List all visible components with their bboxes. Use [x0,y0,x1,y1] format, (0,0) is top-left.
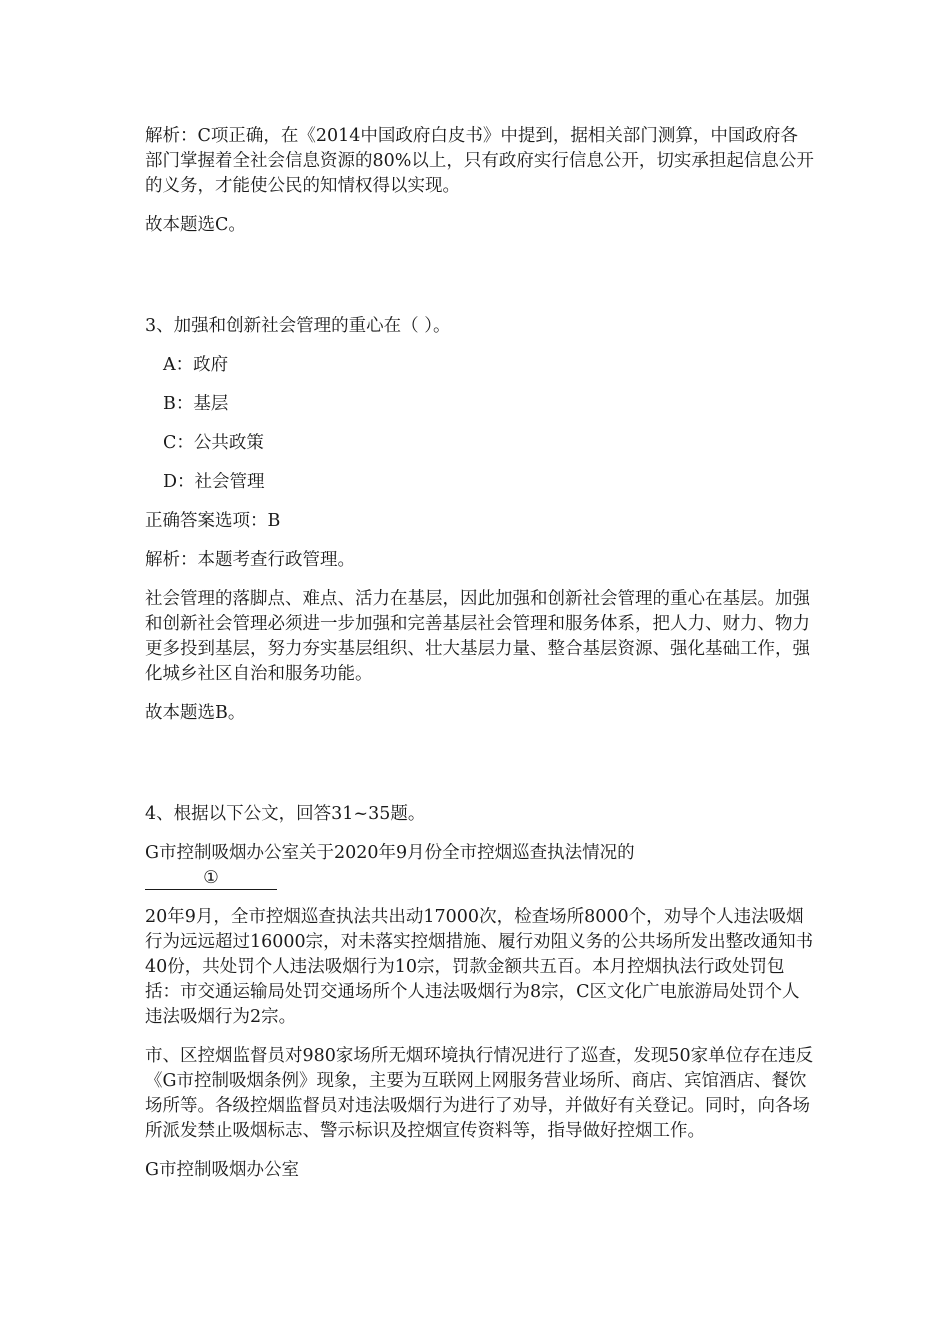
q4-para2: 市、区控烟监督员对980家场所无烟环境执行情况进行了巡查，发现50家单位存在违反《G市控制吸烟条例》现象，主要为互联网上网服务营业场所、商店、宾馆酒店、餐饮场所等。各级控烟监督员对违法吸烟行为进行了劝导，并做好有关登记。同时，向各场所派发禁止吸烟标志、警示标识及控烟宣传资料等，指导做好控烟工作。 [145,1046,814,1141]
q3-question: 3、加强和创新社会管理的重心在（ ）。 [145,316,451,336]
q3-analysis-intro: 解析：本题考查行政管理。 [145,550,355,570]
q4-doc-title-blank-row [145,866,815,891]
document-page [145,124,815,1183]
q3-analysis-body: 社会管理的落脚点、难点、活力在基层，因此加强和创新社会管理的重心在基层。加强和创新社会管理必须进一步加强和完善基层社会管理和服务体系，把人力、财力、物力更多投到基层，努力夯实基层组织、壮大基层力量、整合基层资源、强化基础工作，强化城乡社区自治和服务功能。 [145,589,810,684]
q4-para1: 20年9月，全市控烟巡查执法共出动17000次，检查场所8000个，劝导个人违法吸烟行为远远超过16000宗，对未落实控烟措施、履行劝阻义务的公共场所发出整改通知书40份，共处罚个人违法吸烟行为10宗，罚款金额共五百。本月控烟执法行政处罚包括：市交通运输局处罚交通场所个人违法吸烟行为8宗，C区文化广电旅游局处罚个人违法吸烟行为2宗。 [145,907,814,1027]
q4-signature: G市控制吸烟办公室 [145,1160,299,1180]
q3-option-b: B：基层 [163,394,229,414]
q2-analysis: 解析：C项正确，在《2014中国政府白皮书》中提到，据相关部门测算，中国政府各部门掌握着全社会信息资源的80%以上，只有政府实行信息公开，切实承担起信息公开的义务，才能使公民的知情权得以实现。 [145,126,814,196]
q3-option-d: D：社会管理 [163,472,265,492]
q4-question: 4、根据以下公文，回答31~35题。 [145,804,426,824]
q3-conclusion: 故本题选B。 [145,703,246,723]
q4-doc-title: G市控制吸烟办公室关于2020年9月份全市控烟巡查执法情况的 [145,843,635,863]
q3-answer: 正确答案选项：B [145,511,281,531]
q2-conclusion: 故本题选C。 [145,215,246,235]
q4-blank-marker: ① [145,867,277,890]
q3-option-a: A：政府 [163,355,229,375]
q3-option-c: C：公共政策 [163,433,264,453]
